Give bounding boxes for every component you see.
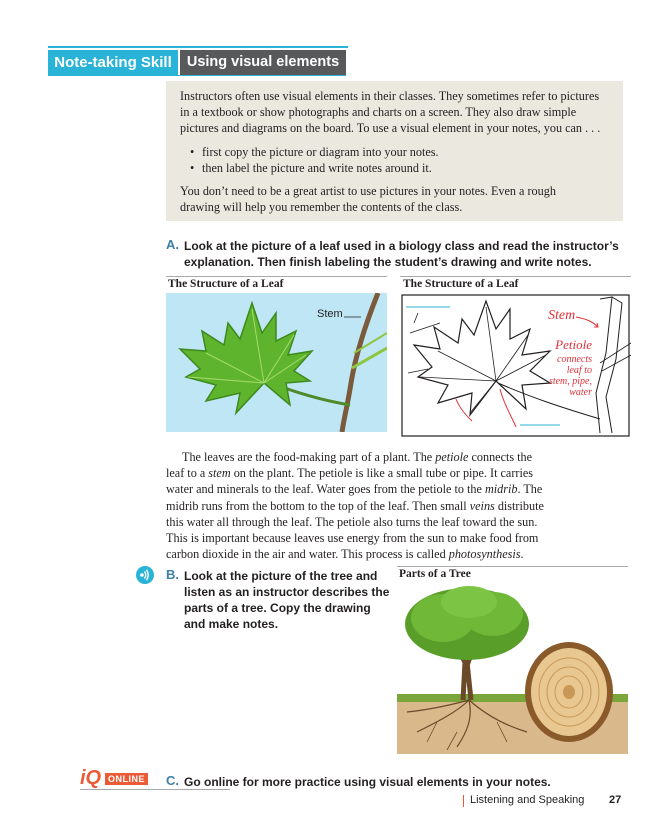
intro-bullet: • first copy the picture or diagram into your notes.: [190, 145, 439, 159]
section-b-instruction-line: listen as an instructor describes the: [184, 585, 390, 599]
figure-rule: [397, 566, 628, 567]
online-tag: ONLINE: [105, 773, 148, 785]
paragraph-line: [166, 449, 626, 465]
paragraph-line: [166, 530, 626, 546]
paragraph-text: carbon dioxide in the air and water. This process is called: [166, 547, 449, 562]
skill-label-tab: Note-taking Skill: [48, 50, 178, 75]
tree-figure-title: Parts of a Tree: [399, 568, 471, 580]
handwritten-note: [536, 354, 592, 398]
stem-label: Stem: [317, 308, 343, 320]
drawing-svg: [400, 293, 631, 438]
note-line: water: [569, 387, 592, 398]
paragraph-line: [166, 546, 626, 562]
italic-term: veins: [469, 498, 495, 513]
student-leaf-drawing: [400, 293, 631, 438]
note-line: stem, pipe,: [548, 376, 592, 387]
intro-line: in a textbook or show photographs and charts on a screen. They also draw simple: [180, 105, 577, 119]
figure-rule: [166, 276, 387, 277]
italic-term: midrib: [484, 482, 518, 497]
intro-line: Instructors often use visual elements in their classes. They sometimes refer to pictures: [180, 89, 600, 103]
paragraph-text: leaf to a: [166, 466, 209, 481]
paragraph-line: [166, 514, 626, 530]
paragraph-line: [166, 465, 626, 481]
paragraph-text: . The: [517, 482, 543, 497]
paragraph-text: The leaves are the food-making part of a plant. The: [182, 450, 436, 464]
italic-term: photosynthesis: [448, 547, 521, 562]
leaf-figure-title: The Structure of a Leaf: [168, 278, 284, 290]
footer-book-title: Listening and Speaking: [470, 794, 585, 806]
section-c-instruction: Go online for more practice using visual elements in your notes.: [184, 775, 551, 789]
section-a-instruction-line: Look at the picture of a leaf used in a biology class and read the instructor’s: [184, 239, 619, 253]
intro-box: [166, 81, 623, 221]
figure-rule: [400, 276, 631, 277]
paragraph-text: midrib runs from the bottom to the top of the leaf. Then small: [166, 498, 470, 513]
section-b-instruction-line: parts of a tree. Copy the drawing: [184, 601, 371, 615]
italic-term: petiole: [435, 450, 469, 464]
leaf-svg: [166, 293, 387, 432]
paragraph-text: connects the: [468, 450, 533, 464]
paragraph-text: This is important because leaves use energy from the sun to make food from: [166, 531, 539, 546]
header-top-rule: [48, 46, 348, 48]
leaf-explanation-paragraph: [166, 449, 626, 562]
italic-term: stem: [208, 466, 231, 481]
paragraph-text: on the plant. The petiole is like a small tube or pipe. It carries: [230, 466, 533, 481]
section-a-letter: A.: [166, 237, 179, 252]
section-b-instruction-line: and make notes.: [184, 617, 279, 631]
bullet-text: then label the picture and write notes around it.: [202, 161, 432, 175]
paragraph-text: distribute: [494, 498, 544, 513]
intro-line: You don’t need to be a great artist to use pictures in your notes. Even a rough: [180, 184, 556, 198]
note-line: leaf to: [566, 365, 592, 376]
section-b-instruction-line: Look at the picture of the tree and: [184, 569, 378, 583]
handwritten-petiole: Petiole: [555, 337, 592, 352]
audio-icon[interactable]: [136, 566, 154, 584]
drawing-figure-title: The Structure of a Leaf: [403, 278, 519, 290]
iq-logo-text: iQ: [80, 767, 102, 789]
paragraph-text: this water all through the leaf. The petiole also turns the leaf toward the sun.: [166, 514, 538, 529]
intro-bullet: • then label the picture and write notes around it.: [190, 161, 432, 175]
tree-svg: [397, 582, 628, 754]
paragraph-line: [166, 481, 626, 497]
paragraph-text: .: [520, 547, 524, 562]
tree-illustration: [397, 582, 628, 754]
skill-title-tab: Using visual elements: [180, 50, 346, 75]
handwritten-stem: Stem: [548, 308, 576, 323]
intro-line: drawing will help you remember the contents of the class.: [180, 200, 463, 214]
paragraph-text: water and minerals to the leaf. Water goes from the petiole to the: [166, 482, 485, 497]
leaf-illustration: [166, 293, 387, 432]
page-number: 27: [609, 794, 622, 806]
section-c-letter: C.: [166, 773, 179, 788]
iq-online-logo[interactable]: [80, 767, 101, 790]
header-base-rule: [48, 75, 346, 76]
paragraph-line: [166, 498, 626, 514]
intro-line: pictures and diagrams on the board. To use a visual element in your notes, you can . . .: [180, 121, 601, 135]
footer-divider: [463, 795, 464, 807]
section-b-letter: B.: [166, 567, 179, 582]
section-a-instruction-line: explanation. Then finish labeling the student’s drawing and write notes.: [184, 255, 592, 269]
audio-waves-icon: [136, 566, 154, 584]
bullet-text: first copy the picture or diagram into your notes.: [202, 145, 439, 159]
note-line: connects: [557, 354, 592, 365]
